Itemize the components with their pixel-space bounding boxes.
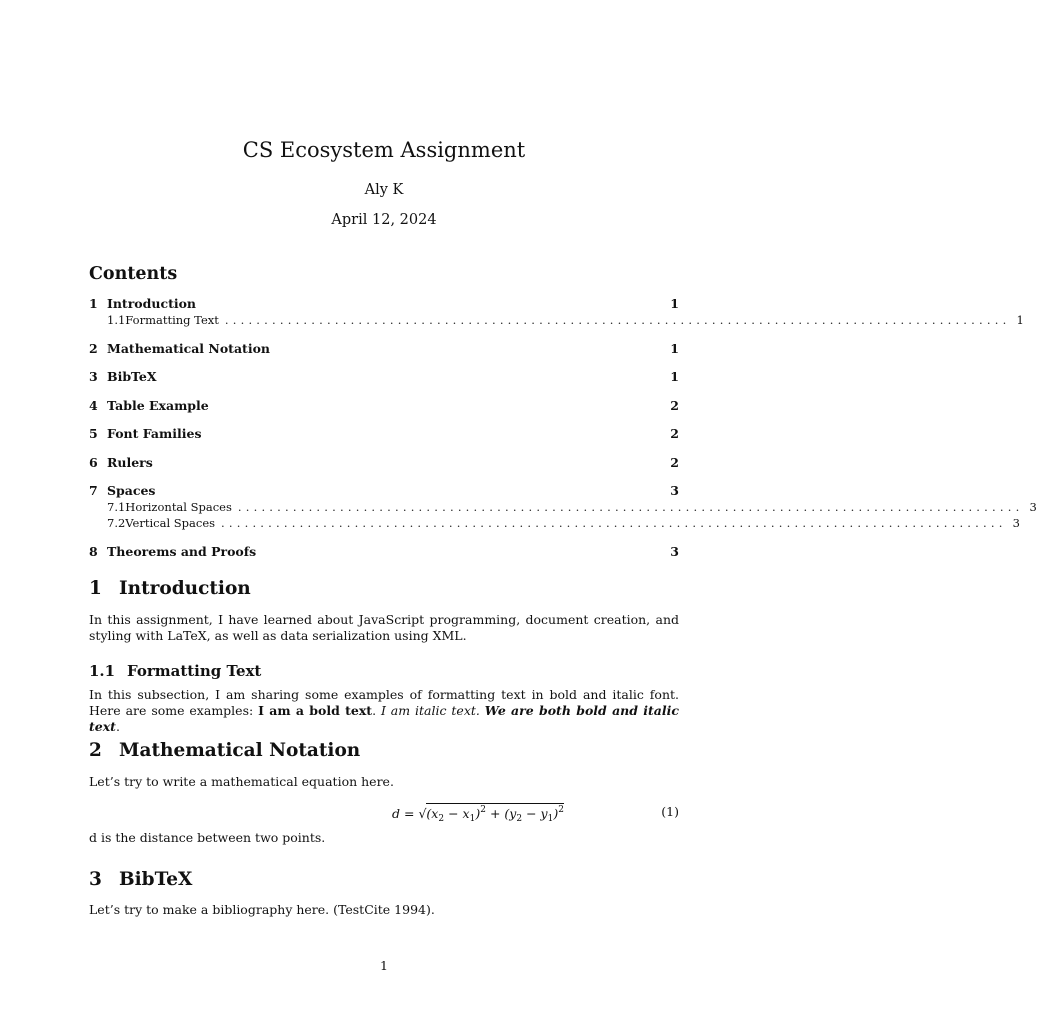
math-after-paragraph: d is the distance between two points. <box>89 830 326 845</box>
toc-entry-title: Rulers <box>107 454 153 470</box>
subsection-heading-formatting-text <box>89 662 261 680</box>
toc-entry-mathematical-notation[interactable] <box>89 341 679 357</box>
toc-entry-title: Table Example <box>107 397 209 413</box>
toc-entry-horizontal-spaces[interactable] <box>89 499 1037 515</box>
bibtex-paragraph: Let’s try to make a bibliography here. (TestCite 1994). <box>89 902 435 917</box>
toc-entry-title: Introduction <box>107 296 197 311</box>
document-author: Aly K <box>364 182 404 198</box>
toc-entry-title: Theorems and Proofs <box>107 543 257 559</box>
toc-entry-number: 6 <box>89 454 98 470</box>
toc-entry-number: 7 <box>89 483 98 498</box>
toc-entry-vertical-spaces[interactable] <box>89 515 1020 531</box>
toc-entry-title: Formatting Text <box>125 313 219 327</box>
distance-equation <box>89 800 679 824</box>
toc-entry-page: 1 <box>670 296 679 311</box>
toc-entry-number: 2 <box>89 340 98 356</box>
section-number: 2 <box>89 740 102 761</box>
toc-entry-title: Vertical Spaces <box>125 516 216 530</box>
table-of-contents <box>89 296 1037 560</box>
toc-entry-page: 3 <box>670 483 679 498</box>
toc-entry-page: 3 <box>1029 500 1037 514</box>
toc-dot-leader: .................................................................................................... <box>237 500 1024 514</box>
page-number: 1 <box>380 958 388 973</box>
subsection-title: Formatting Text <box>127 662 262 680</box>
toc-entry-number: 1 <box>89 296 98 311</box>
toc-entry-theorems-and-proofs[interactable] <box>89 544 679 560</box>
math-intro-paragraph: Let’s try to write a mathematical equation here. <box>89 774 394 789</box>
toc-entry-table-example[interactable] <box>89 398 679 414</box>
toc-entry-page: 2 <box>670 397 679 413</box>
toc-entry-title: BibTeX <box>107 369 157 384</box>
toc-entry-page: 2 <box>670 426 679 441</box>
formatting-intro-text: In this subsection, I am sharing some examples of formatting text in bold and italic font. Here are some examples: <box>89 687 679 718</box>
toc-entry-font-families[interactable] <box>89 426 679 442</box>
document-title: CS Ecosystem Assignment <box>242 138 526 162</box>
section-heading-introduction <box>89 578 251 599</box>
toc-entry-page: 1 <box>670 369 679 384</box>
toc-entry-number: 7.1 <box>107 500 126 514</box>
toc-entry-page: 3 <box>670 543 679 559</box>
toc-entry-number: 3 <box>89 369 98 384</box>
equation-number: (1) <box>661 804 679 819</box>
bold-italic-example: We are both bold and italic text <box>89 703 680 734</box>
bold-example: I am a bold text <box>258 703 373 718</box>
toc-entry-title: Horizontal Spaces <box>125 500 232 514</box>
section-heading-mathematical-notation <box>89 740 360 761</box>
toc-dot-leader: .................................................................................................... <box>224 313 1011 327</box>
toc-entry-introduction[interactable] <box>89 296 679 312</box>
toc-entry-bibtex[interactable] <box>89 369 679 385</box>
toc-dot-leader: .................................................................................................... <box>221 516 1007 530</box>
toc-entry-title: Mathematical Notation <box>107 340 270 356</box>
toc-entry-rulers[interactable] <box>89 455 679 471</box>
contents-heading: Contents <box>89 264 178 284</box>
toc-entry-number: 7.2 <box>107 516 126 530</box>
section-number: 1 <box>89 578 102 599</box>
toc-entry-spaces[interactable] <box>89 483 679 499</box>
section-heading-bibtex <box>89 869 192 890</box>
section-title: Introduction <box>119 578 251 599</box>
section-title: Mathematical Notation <box>119 740 361 761</box>
equation-body: $d = √(x_2 - x_1)^2 + (y_2 - y_1)^2$ <box>392 805 564 824</box>
italic-example: I am italic text. <box>380 703 480 718</box>
section-number: 3 <box>89 869 102 890</box>
toc-entry-number: 8 <box>89 543 98 559</box>
toc-entry-number: 4 <box>89 397 98 413</box>
toc-entry-title: Font Families <box>107 426 202 441</box>
toc-entry-number: 5 <box>89 426 98 441</box>
subsection-number: 1.1 <box>89 662 116 680</box>
section-title: BibTeX <box>119 869 193 890</box>
formatting-paragraph: In this subsection, I am sharing some examples of formatting text in bold and italic font. Here are some examples: I am a bold text. I am italic text. We are both bold and italic text. <box>89 687 680 734</box>
toc-entry-page: 1 <box>1016 313 1024 327</box>
toc-entry-title: Spaces <box>107 483 156 498</box>
toc-entry-number: 1.1 <box>107 313 126 327</box>
document-date: April 12, 2024 <box>331 212 437 228</box>
intro-paragraph: In this assignment, I have learned about JavaScript programming, document creation, and styling with LaTeX, as well as data serialization using XML. <box>89 612 679 643</box>
toc-entry-page: 3 <box>1012 516 1020 530</box>
toc-entry-page: 1 <box>670 340 679 356</box>
toc-entry-formatting-text[interactable] <box>89 312 1024 328</box>
toc-entry-page: 2 <box>670 454 679 470</box>
